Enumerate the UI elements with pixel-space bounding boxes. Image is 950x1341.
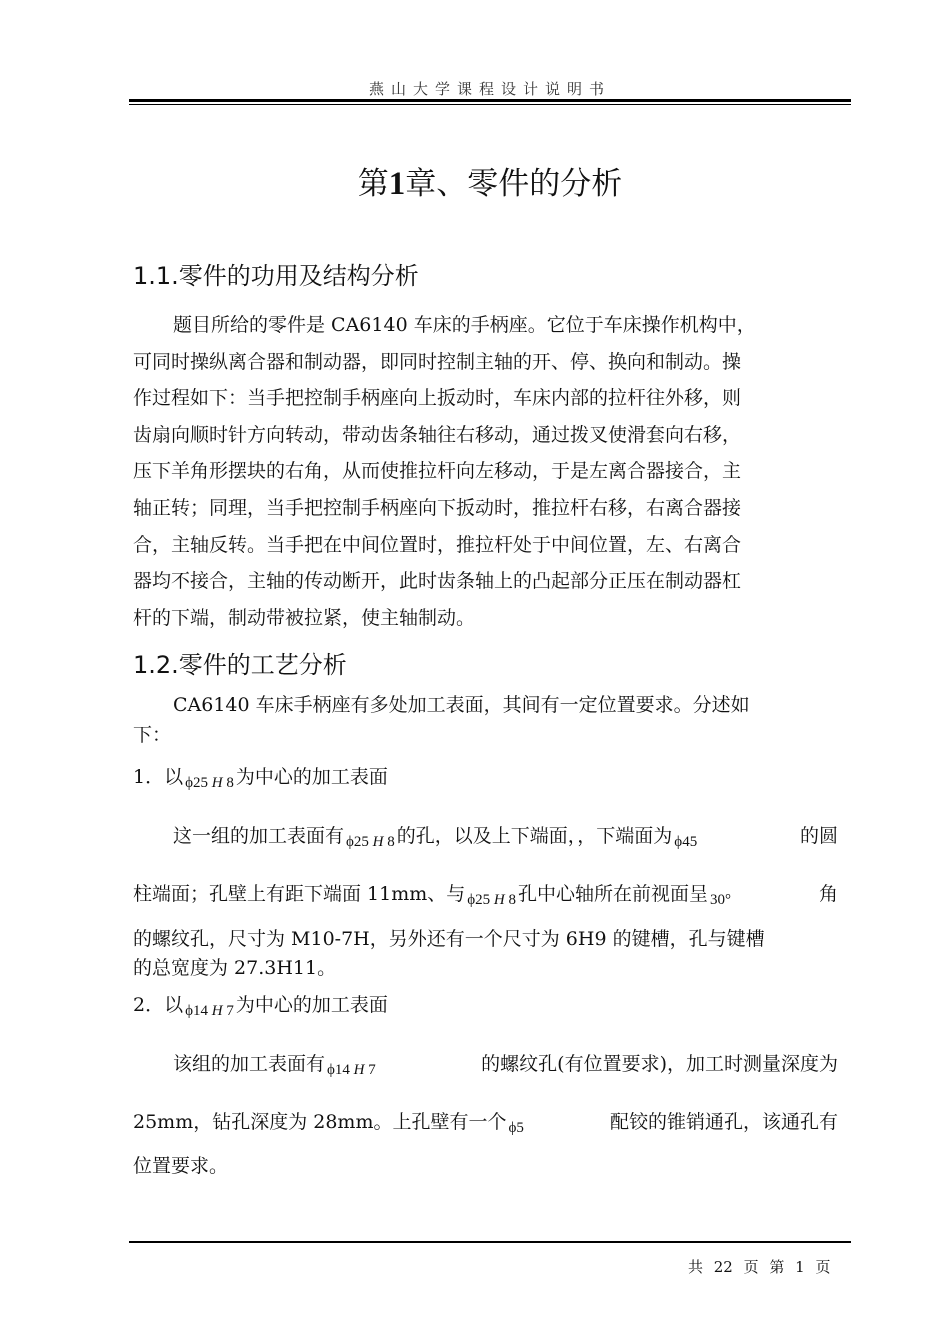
item-2-line-2: 25mm，钻孔深度为 28mm。上孔壁有一个 $_{\phi 5}$ 配铰的锥销通孔，该通孔有 bbox=[133, 1111, 838, 1136]
paragraph-line: 作过程如下：当手把控制手柄座向上扳动时，车床内部的拉杆往外移，则 bbox=[133, 387, 742, 410]
paragraph-line: 齿扇向顺时针方向转动，带动齿条轴往右移动，通过拨叉使滑套向右移， bbox=[133, 423, 742, 446]
header-divider-thin bbox=[129, 104, 851, 105]
item-heading-text: 为中心的加工表面 bbox=[235, 766, 388, 788]
tolerance-symbol: ϕ25 H 8 bbox=[185, 775, 234, 791]
footer-divider bbox=[129, 1241, 851, 1243]
item-1-line-4: 的总宽度为 27.3H11。 bbox=[133, 957, 337, 979]
paragraph-line: 可同时操纵离合器和制动器，即同时控制主轴的开、停、换向和制动。操 bbox=[133, 350, 742, 373]
chapter-suffix: 章、零件的分析 bbox=[405, 166, 623, 202]
paragraph-line: 压下羊角形摆块的右角，从而使推拉杆向左移动，于是左离合器接合，主 bbox=[133, 460, 742, 483]
item-2-line-1: 该组的加工表面有 $_{\phi 14 H 7}$ 的螺纹孔(有位置要求)，加工时测量深度为 bbox=[173, 1053, 838, 1078]
paragraph-line: 器均不接合，主轴的传动断开，此时齿条轴上的凸起部分正压在制动器杠 bbox=[133, 570, 742, 593]
paragraph-line: 杆的下端，制动带被拉紧，使主轴制动。 bbox=[133, 606, 476, 629]
item-number: 1．以 bbox=[133, 766, 184, 788]
item-heading-text: 为中心的加工表面 bbox=[235, 994, 388, 1016]
angle-symbol: 30° bbox=[710, 892, 732, 908]
tolerance-symbol: ϕ25 H 8 bbox=[467, 892, 517, 908]
chapter-prefix: 第 bbox=[357, 166, 389, 202]
paragraph-line: 题目所给的零件是 CA6140 车床的手柄座。它位于车床操作机构中， bbox=[173, 314, 756, 336]
paragraph-line: 合，主轴反转。当手把在中间位置时，推拉杆处于中间位置，左、右离合 bbox=[133, 533, 742, 556]
page-footer: 共 22 页 第 1 页 bbox=[688, 1258, 831, 1276]
diameter-symbol: ϕ45 bbox=[674, 834, 698, 850]
page-header: 燕山大学课程设计说明书 bbox=[368, 80, 611, 98]
paragraph-line: 轴正转；同理，当手把控制手柄座向下扳动时，推拉杆右移，右离合器接 bbox=[133, 496, 742, 519]
item-1-line-3: 的螺纹孔，尺寸为 M10-7H，另外还有一个尺寸为 6H9 的键槽，孔与键槽 bbox=[133, 928, 765, 950]
diameter-symbol: ϕ5 bbox=[508, 1120, 524, 1136]
item-number: 2．以 bbox=[133, 994, 184, 1016]
tolerance-symbol: ϕ14 H 7 bbox=[327, 1062, 376, 1078]
tolerance-symbol: ϕ25 H 8 bbox=[346, 834, 395, 850]
item-2-heading bbox=[133, 990, 838, 1022]
chapter-title bbox=[129, 158, 851, 203]
item-1-line-2: 柱端面；孔壁上有距下端面 11mm、与 $_{\phi 25 H 8}$ 孔中心轴所在前视面呈 $_{30^\circ}$ 角 bbox=[133, 883, 838, 908]
header-divider-thick bbox=[129, 99, 851, 102]
item-1-line-1: 这一组的加工表面有 $_{\phi 25 H 8}$ 的孔，以及上下端面，，下端面为 $_{\phi 45}$ 的圆 bbox=[173, 825, 838, 850]
s2-intro-line-2: 下： bbox=[133, 724, 172, 746]
section-1-1-paragraph bbox=[133, 307, 838, 636]
chapter-number: 1 bbox=[388, 166, 406, 202]
s2-intro-line-1: CA6140 车床手柄座有多处加工表面，其间有一定位置要求。分述如 bbox=[173, 694, 750, 716]
tolerance-symbol: ϕ14 H 7 bbox=[185, 1003, 234, 1019]
section-title-1-2: 1.2.零件的工艺分析 bbox=[133, 651, 347, 679]
section-title-1-1: 1.1.零件的功用及结构分析 bbox=[133, 262, 419, 290]
item-2-line-3: 位置要求。 bbox=[133, 1155, 229, 1177]
item-1-heading bbox=[133, 762, 838, 794]
